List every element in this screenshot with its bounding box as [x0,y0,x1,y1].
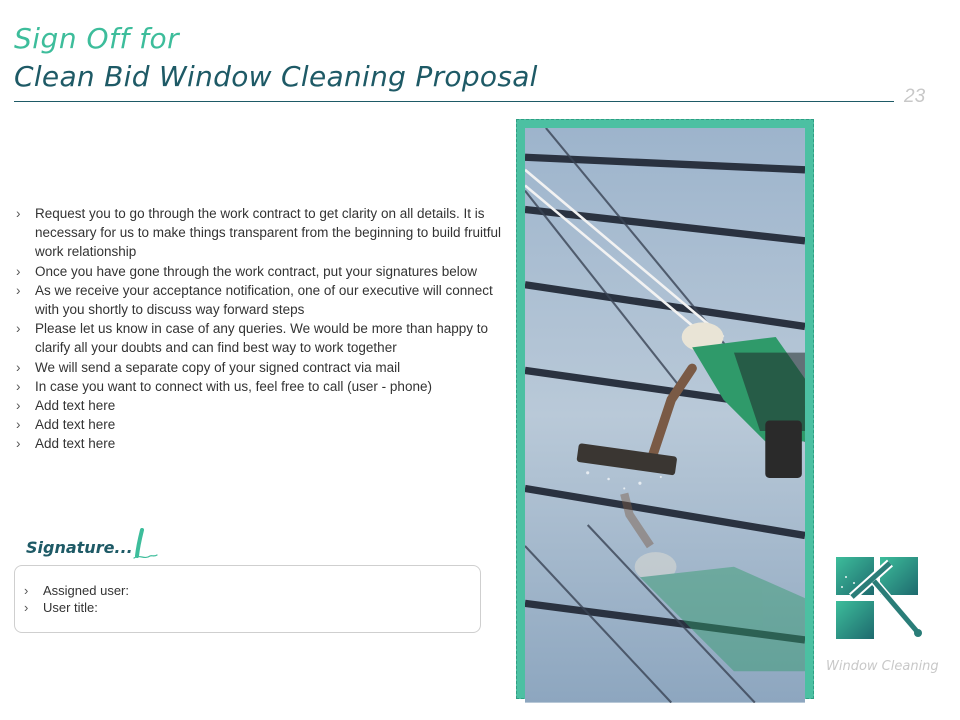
bullet-item [14,262,504,281]
chevron-right-icon: › [16,206,21,221]
chevron-right-icon: › [16,417,21,433]
bullet-text: Once you have gone through the work contract, put your signatures below [35,263,478,279]
assigned-user-label: Assigned user: [43,583,129,598]
title-line-1: Sign Off for [14,22,180,55]
window-cleaner-photo [525,128,805,703]
bullet-text: Add text here [35,398,116,414]
chevron-right-icon: › [16,398,21,414]
window-cleaning-logo-icon [834,555,930,645]
chevron-right-icon: › [16,282,21,298]
signature-box [14,565,481,633]
bullet-text: Request you to go through the work contract to get clarity on all details. It is necessary for us to make things transparent from the beginning to build fruitful work relationship [35,206,502,260]
bullet-text: We will send a separate copy of your signed contract via mail [35,359,401,375]
bullet-item [14,281,504,319]
signature-fields [24,582,129,616]
bullet-list [14,204,504,454]
chevron-right-icon: › [16,378,21,394]
bullet-item [14,396,504,415]
bullet-item [14,415,504,434]
bullet-text: In case you want to connect with us, feel free to call (user - phone) [35,378,432,394]
title-divider [14,101,894,102]
bullet-text: Add text here [35,417,116,433]
chevron-right-icon: › [24,583,29,598]
bullet-item [14,319,504,357]
assigned-user-line [24,582,129,599]
bullet-text: As we receive your acceptance notification, one of our executive will connect with you shortly to discuss way forward steps [35,282,493,318]
bullet-item [14,204,504,262]
signature-scribble-icon [130,528,162,562]
chevron-right-icon: › [16,321,21,337]
user-title-label: User title: [43,600,98,615]
signature-label: Signature... [26,538,133,557]
chevron-right-icon: › [16,359,21,375]
user-title-line [24,599,129,616]
photo-frame [516,119,814,699]
logo-caption: Window Cleaning [826,659,939,674]
bullet-text: Please let us know in case of any queries. We would be more than happy to clarify all your doubts and can find best way to work together [35,321,489,356]
bullet-item [14,377,504,396]
title-line-2: Clean Bid Window Cleaning Proposal [14,60,538,93]
chevron-right-icon: › [16,263,21,279]
chevron-right-icon: › [16,436,21,452]
chevron-right-icon: › [24,600,29,615]
bullet-text: Add text here [35,436,116,452]
page-number: 23 [904,86,926,107]
bullet-item [14,434,504,453]
bullet-item [14,358,504,377]
